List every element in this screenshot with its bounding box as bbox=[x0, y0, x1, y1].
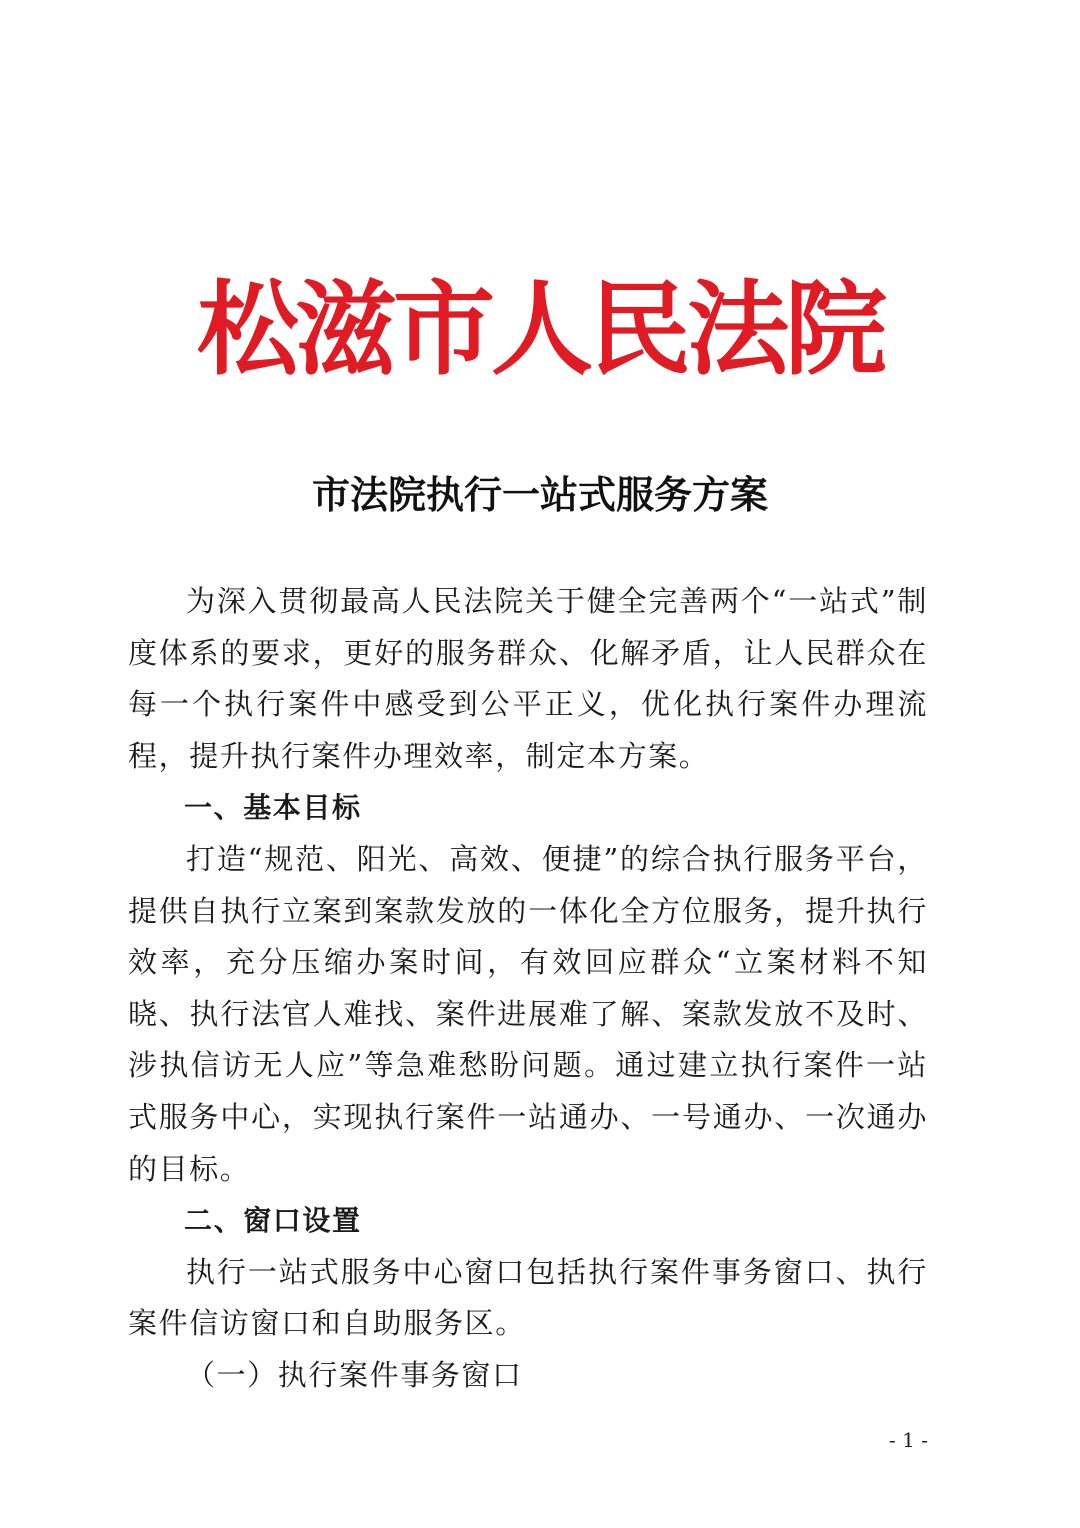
court-letterhead: 松滋市人民法院 bbox=[197, 270, 883, 390]
intro-paragraph: 为深入贯彻最高人民法院关于健全完善两个“一站式”制度体系的要求，更好的服务群众、化解矛盾，让人民群众在每一个执行案件中感受到公平正义，优化执行案件办理流程，提升执行案件办理效率，制定本方案。 bbox=[128, 584, 928, 773]
section-heading-windows: 二、窗口设置 bbox=[184, 1204, 362, 1238]
goals-paragraph: 打造“规范、阳光、高效、便捷”的综合执行服务平台，提供自执行立案到案款发放的一体化全方位服务，提升执行效率，充分压缩办案时间，有效回应群众“立案材料不知晓、执行法官人难找、案件进展难了解、案款发放不及时、涉执信访无人应”等急难愁盼问题。通过建立执行案件一站式服务中心，实现执行案件一站通办、一号通办、一次通办的目标。 bbox=[128, 841, 928, 1186]
section-heading-goals: 一、基本目标 bbox=[184, 791, 362, 825]
windows-paragraph: 执行一站式服务中心窗口包括执行案件事务窗口、执行案件信访窗口和自助服务区。 bbox=[128, 1254, 928, 1341]
subsection-heading-affairs-window: （一）执行案件事务窗口 bbox=[186, 1357, 523, 1392]
document-body bbox=[128, 576, 928, 1402]
page-number: - 1 - bbox=[889, 1428, 928, 1452]
document-title: 市法院执行一站式服务方案 bbox=[311, 472, 768, 517]
